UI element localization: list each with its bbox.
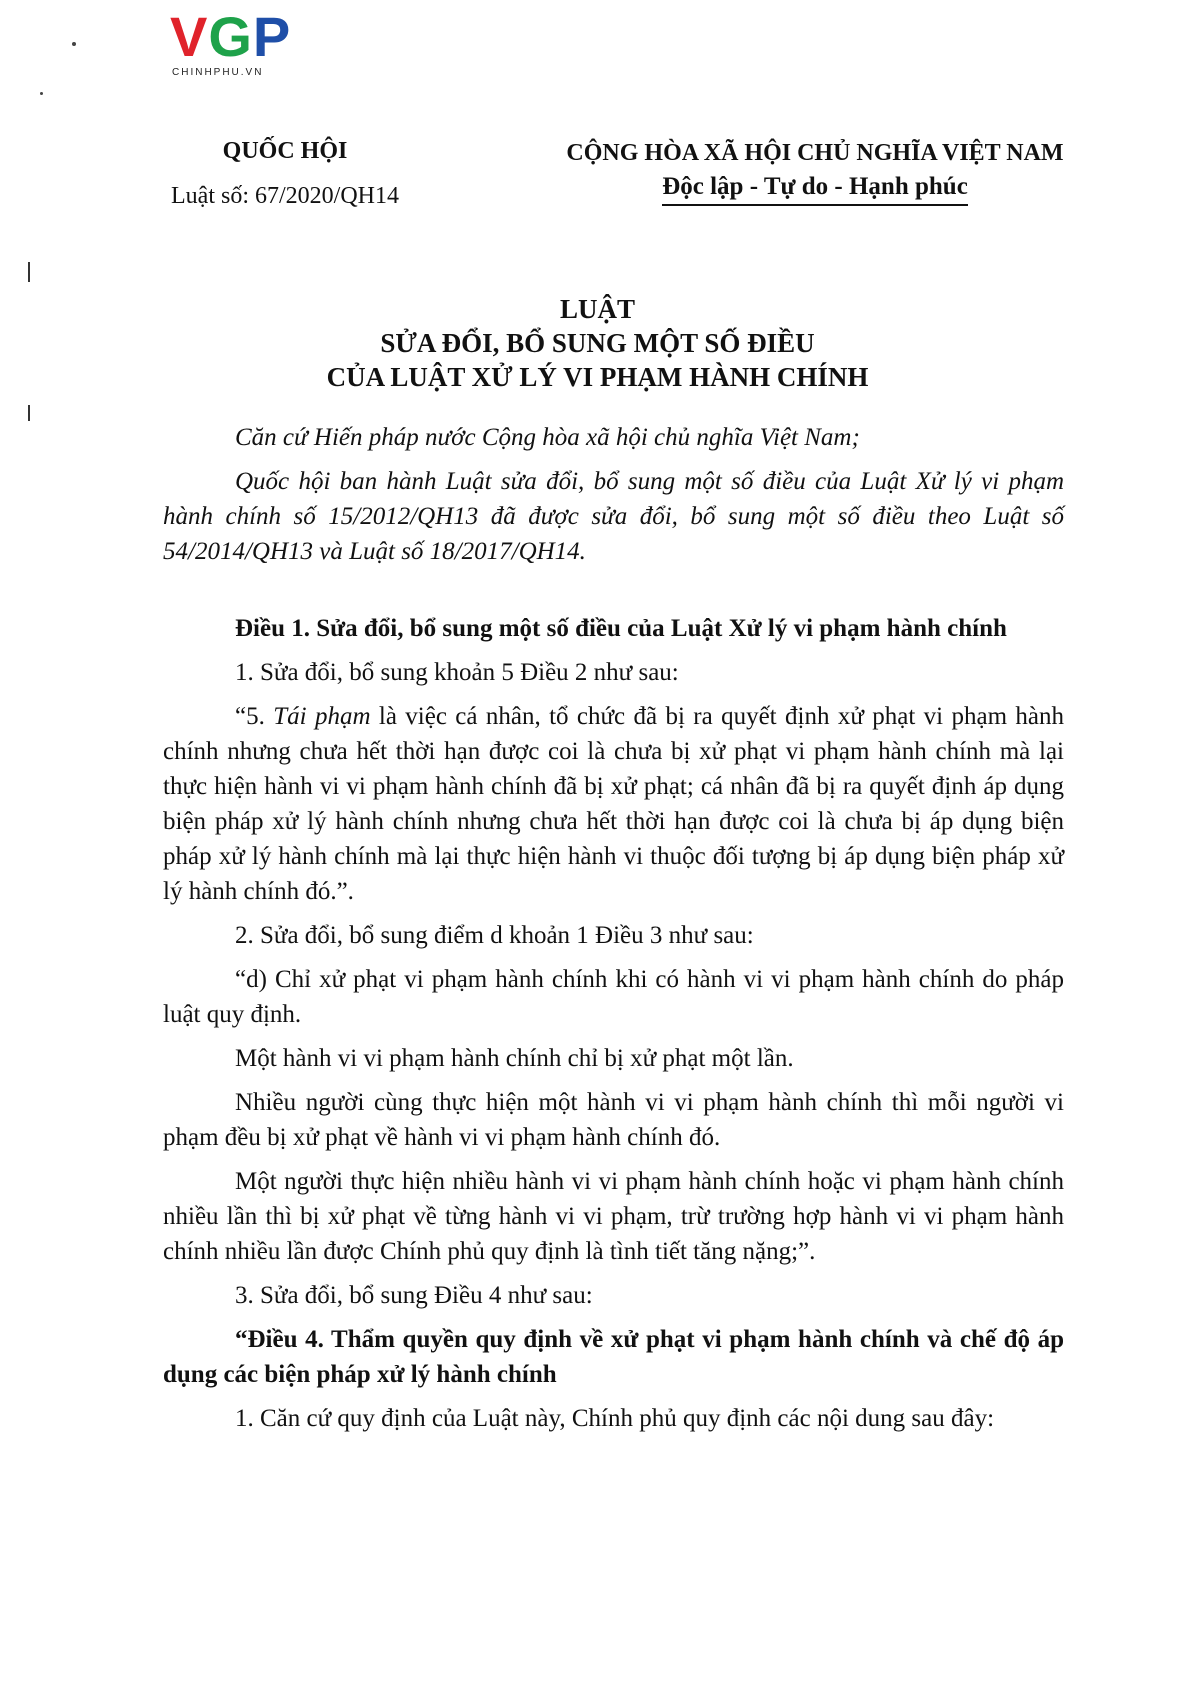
article-1-heading: Điều 1. Sửa đổi, bổ sung một số điều của Luật Xử lý vi phạm hành chính xyxy=(235,615,1007,642)
clause-2-paragraph-4: Một người thực hiện nhiều hành vi vi phạm hành chính hoặc vi phạm hành chính nhiều lần thì bị xử phạt về từng hành vi vi phạm, trừ trường hợp hành vi vi phạm hành chính nhiều lần được Chính phủ quy định là tình tiết tăng nặng;”. xyxy=(163,1168,1064,1265)
clause-2-paragraph-2: Một hành vi vi phạm hành chính chỉ bị xử phạt một lần. xyxy=(235,1045,794,1072)
vgp-logo xyxy=(170,5,320,80)
nation-name: CỘNG HÒA XÃ HỘI CHỦ NGHĨA VIỆT NAM xyxy=(566,140,1064,166)
issuer-block xyxy=(140,138,430,210)
logo-wordmark xyxy=(170,5,320,69)
title-line-2: SỬA ĐỔI, BỔ SUNG MỘT SỐ ĐIỀU xyxy=(380,328,815,358)
document-title xyxy=(0,292,1195,394)
clause-1-quote-prefix: “5. xyxy=(235,703,274,730)
logo-letter-v: V xyxy=(170,5,209,68)
clause-1-quote-body: là việc cá nhân, tổ chức đã bị ra quyết định xử phạt vi phạm hành chính nhưng chưa hết thời hạn được coi là chưa bị xử phạt vi phạm hành chính mà lại thực hiện hành vi vi phạm hành chính đã bị xử phạt; cá nhân đã bị ra quyết định áp dụng biện pháp xử lý hành chính nhưng chưa hết thời hạn được coi là chưa bị áp dụng biện pháp xử lý hành chính mà lại thực hiện hành vi thuộc đối tượng bị áp dụng biện pháp xử lý hành chính đó.”. xyxy=(163,703,1064,905)
national-heading xyxy=(555,140,1075,206)
term-tai-pham: Tái phạm xyxy=(273,703,371,730)
scan-speck xyxy=(40,92,43,95)
national-motto: Độc lập - Tự do - Hạnh phúc xyxy=(662,173,968,206)
logo-subtitle: CHINHPHU.VN xyxy=(172,67,264,78)
document-body xyxy=(163,420,1064,1436)
title-line-1: LUẬT xyxy=(559,294,635,324)
clause-1: 1. Sửa đổi, bổ sung khoản 5 Điều 2 như sau: xyxy=(235,659,679,686)
preamble-constitution: Căn cứ Hiến pháp nước Cộng hòa xã hội chủ nghĩa Việt Nam; xyxy=(235,424,860,451)
issuer-name: QUỐC HỘI xyxy=(222,138,348,164)
clause-3: 3. Sửa đổi, bổ sung Điều 4 như sau: xyxy=(235,1282,593,1309)
law-number: Luật số: 67/2020/QH14 xyxy=(171,183,399,209)
clause-2-quote: “d) Chỉ xử phạt vi phạm hành chính khi có hành vi vi phạm hành chính do pháp luật quy định. xyxy=(163,966,1064,1028)
article-4-heading: “Điều 4. Thẩm quyền quy định về xử phạt vi phạm hành chính và chế độ áp dụng các biện pháp xử lý hành chính xyxy=(163,1326,1064,1388)
clause-2-paragraph-3: Nhiều người cùng thực hiện một hành vi vi phạm hành chính thì mỗi người vi phạm đều bị xử phạt về hành vi vi phạm hành chính đó. xyxy=(163,1089,1064,1151)
logo-letter-p: P xyxy=(252,5,292,68)
clause-1-quote xyxy=(163,699,1064,909)
title-line-3: CỦA LUẬT XỬ LÝ VI PHẠM HÀNH CHÍNH xyxy=(326,362,869,392)
logo-letter-g: G xyxy=(208,5,253,68)
preamble-enactment: Quốc hội ban hành Luật sửa đổi, bổ sung một số điều của Luật Xử lý vi phạm hành chính số 15/2012/QH13 đã được sửa đổi, bổ sung một số điều theo Luật số 54/2014/QH13 và Luật số 18/2017/QH14. xyxy=(163,468,1064,565)
scan-mark xyxy=(28,405,30,421)
scan-speck xyxy=(72,42,76,46)
clause-2: 2. Sửa đổi, bổ sung điểm d khoản 1 Điều 3 như sau: xyxy=(235,922,754,949)
scan-mark xyxy=(28,262,30,282)
article-4-clause-1: 1. Căn cứ quy định của Luật này, Chính phủ quy định các nội dung sau đây: xyxy=(235,1405,995,1432)
